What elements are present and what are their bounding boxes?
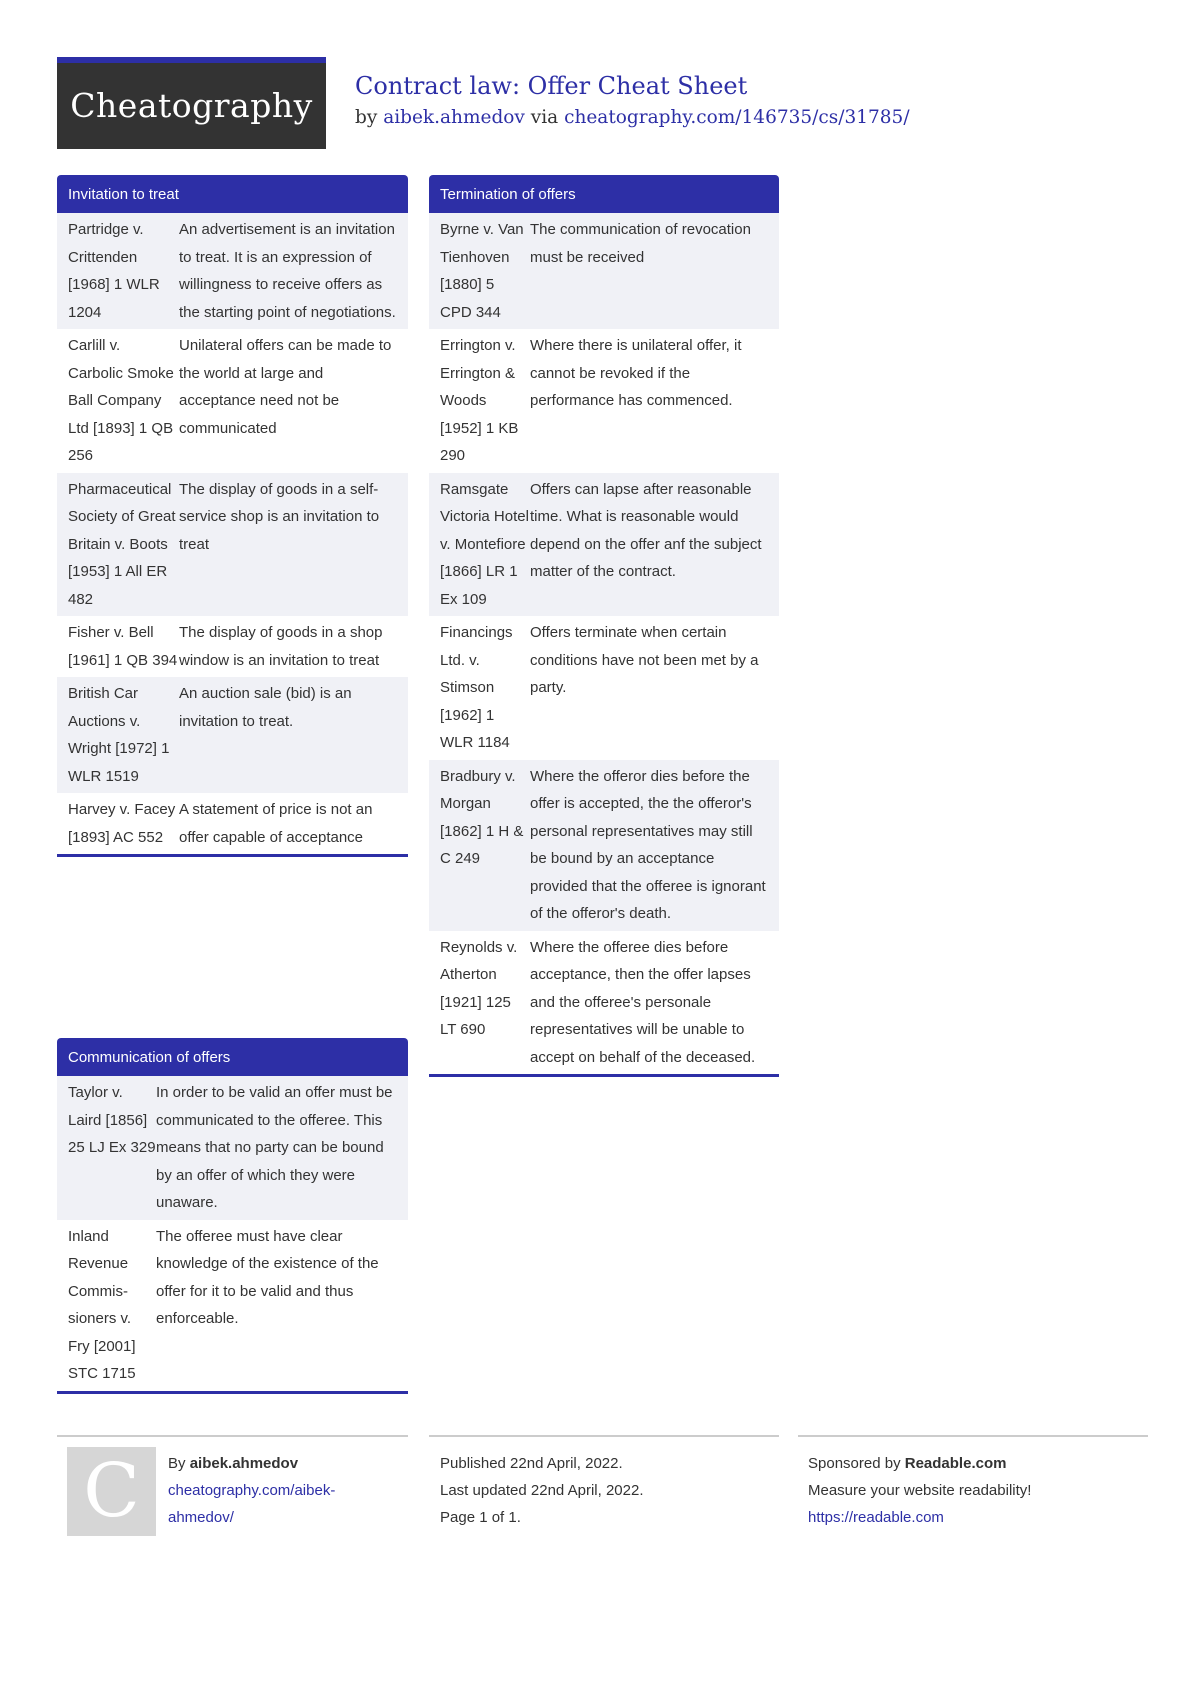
author-avatar[interactable]: C — [67, 1447, 156, 1536]
case-name: Reynolds v. Atherton [1921] 125 LT 690 — [440, 938, 518, 1038]
case-row — [429, 473, 779, 617]
byline-via: via — [530, 107, 559, 128]
case-name: Pharmaceutical Society of Great Britain v. Boots [1953] 1 All ER 482 — [68, 480, 176, 608]
case-row — [57, 1076, 408, 1220]
case-rule: Where there is unilateral offer, it cannot be revoked if the performance has commenced. — [530, 337, 742, 409]
case-row — [429, 760, 779, 931]
case-rule: Unilateral offers can be made to the world at large and acceptance need not be communicated — [179, 337, 392, 437]
section-title: Communication of offers — [57, 1038, 408, 1076]
case-name: Taylor v. Laird [1856] 25 LJ Ex 329 — [68, 1084, 156, 1156]
case-rule: The offeree must have clear knowledge of the existence of the offer for it to be valid and thus enforceable. — [156, 1227, 379, 1327]
sponsor-prefix: Sponsored by — [808, 1455, 901, 1472]
cheatography-logo[interactable]: Cheatography — [57, 57, 326, 149]
case-name: Financings Ltd. v. Stimson [1962] 1 WLR 1184 — [440, 624, 513, 751]
section-title: Termination of offers — [429, 175, 779, 213]
footer-author-name: aibek.ahmedov — [189, 1455, 299, 1472]
footer-author — [168, 1450, 335, 1531]
footer-by-prefix: By — [168, 1455, 186, 1472]
case-row — [429, 616, 779, 760]
sponsor-link[interactable]: https://readable.com — [808, 1509, 944, 1526]
case-rule: A statement of price is not an offer capable of acceptance — [179, 801, 373, 846]
section-termination-of-offers — [429, 175, 779, 1077]
case-rule: The display of goods in a self-service shop is an invitation to treat — [179, 480, 380, 553]
case-row — [57, 213, 408, 329]
section-invitation-to-treat — [57, 175, 408, 857]
case-row — [57, 793, 408, 854]
case-rule: In order to be valid an offer must be communicated to the offeree. This means that no party can be bound by an offer of which they were unaware. — [156, 1084, 393, 1211]
footer-sponsor — [808, 1450, 1031, 1531]
case-rule: Offers can lapse after reasonable time. What is reasonable would depend on the offer anf the subject matter of the contract. — [530, 480, 762, 580]
section-communication-of-offers — [57, 1038, 408, 1394]
case-row — [57, 616, 408, 677]
page-number: Page 1 of 1. — [440, 1509, 521, 1526]
author-link[interactable]: aibek.ahmedov — [383, 107, 525, 128]
footer-divider — [429, 1435, 779, 1437]
case-row — [57, 473, 408, 617]
byline — [355, 107, 910, 128]
page-title: Contract law: Offer Cheat Sheet — [355, 72, 748, 100]
case-name: Fisher v. Bell [1961] 1 QB 394 — [68, 624, 178, 669]
sheet-url-link[interactable]: cheatography.com/146735/cs/31785/ — [564, 107, 910, 128]
profile-link-cont[interactable]: ahmedov/ — [168, 1509, 234, 1526]
sponsor-line — [808, 1450, 1031, 1477]
case-name: British Car Auctions v. Wright [1972] 1 WLR 1519 — [68, 685, 170, 785]
case-row — [429, 329, 779, 473]
footer-divider — [798, 1435, 1148, 1437]
sponsor-name: Readable.com — [904, 1455, 1007, 1472]
case-rule: Offers terminate when certain conditions have not been met by a party. — [530, 624, 759, 696]
footer-divider — [57, 1435, 408, 1437]
profile-link[interactable]: cheatography.com/aibek- — [168, 1482, 336, 1499]
case-name: Partridge v. Crittenden [1968] 1 WLR 1204 — [68, 221, 160, 321]
case-name: Carlill v. Carbolic Smoke Ball Company Ltd [1893] 1 QB 256 — [68, 337, 174, 464]
case-row — [57, 677, 408, 793]
case-name: Inland Revenue Commissioners v. Fry [2001] STC 1715 — [68, 1227, 136, 1382]
footer-dates — [440, 1450, 644, 1531]
case-name: Errington v. Errington & Woods [1952] 1 KB 290 — [440, 337, 519, 464]
case-row — [57, 1220, 408, 1391]
section-title: Invitation to treat — [57, 175, 408, 213]
case-name: Bradbury v. Morgan [1862] 1 H & C 249 — [440, 767, 524, 867]
case-rule: Where the offeree dies before acceptance, then the offer lapses and the offeree's personale representatives will be unable to accept on behalf of the deceased. — [530, 938, 756, 1066]
case-row — [429, 931, 779, 1075]
case-rule: An advertisement is an invitation to treat. It is an expression of willingness to receive offers as the starting point of negotiations. — [179, 221, 396, 321]
case-rule: The communication of revocation must be received — [530, 221, 751, 266]
case-rule: Where the offeror dies before the offer is accepted, the the offeror's personal representatives may still be bound by an acceptance provided that the offeree is ignorant of the offeror's death. — [530, 767, 766, 922]
sponsor-tagline: Measure your website readability! — [808, 1482, 1032, 1499]
case-name: Byrne v. Van Tienhoven [1880] 5 CPD 344 — [440, 221, 524, 321]
byline-by: by — [355, 107, 378, 128]
case-row — [429, 213, 779, 329]
case-row — [57, 329, 408, 473]
case-name: Ramsgate Victoria Hotel v. Montefiore [1866] LR 1 Ex 109 — [440, 480, 529, 608]
case-rule: An auction sale (bid) is an invitation to treat. — [179, 685, 352, 730]
footer-by-line — [168, 1450, 335, 1477]
updated-date: Last updated 22nd April, 2022. — [440, 1482, 644, 1499]
published-date: Published 22nd April, 2022. — [440, 1455, 623, 1472]
case-name: Harvey v. Facey [1893] AC 552 — [68, 801, 176, 846]
case-rule: The display of goods in a shop window is an invitation to treat — [179, 624, 383, 669]
